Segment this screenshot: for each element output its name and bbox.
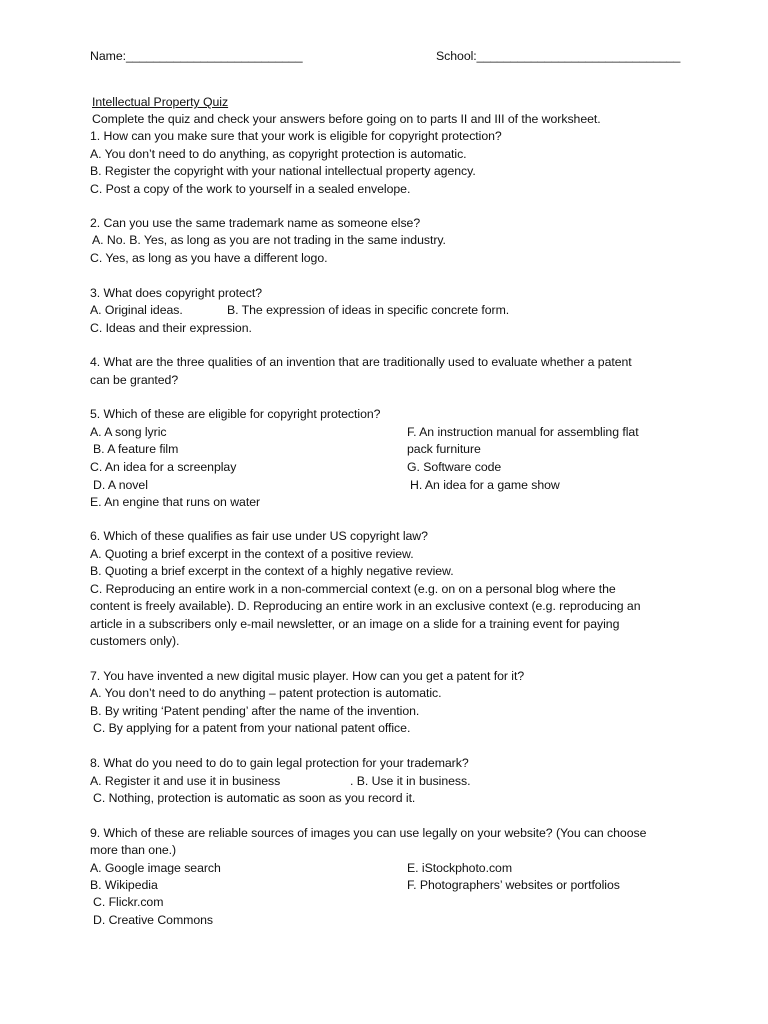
- question-5-option-d: D. A novel: [93, 478, 148, 492]
- question-3-option-c: C. Ideas and their expression.: [90, 321, 252, 335]
- question-2-option-c: C. Yes, as long as you have a different logo.: [90, 251, 328, 265]
- question-3-option-b: B. The expression of ideas in specific concrete form.: [227, 303, 510, 317]
- question-7-option-b: B. By writing ‘Patent pending’ after the name of the invention.: [90, 704, 420, 718]
- question-2-options-a-b: A. No. B. Yes, as long as you are not trading in the same industry.: [92, 233, 446, 247]
- question-9-line-2: more than one.): [90, 843, 177, 857]
- question-1-option-b: B. Register the copyright with your national intellectual property agency.: [90, 164, 476, 178]
- question-1-option-a: A. You don’t need to do anything, as copyright protection is automatic.: [90, 147, 467, 161]
- question-5: 5. Which of these are eligible for copyright protection?: [90, 407, 381, 421]
- question-8-option-b: . B. Use it in business.: [350, 774, 471, 788]
- quiz-instructions: Complete the quiz and check your answers before going on to parts II and III of the worksheet.: [92, 112, 601, 126]
- question-9-option-c: C. Flickr.com: [93, 895, 164, 909]
- question-4-line-2: can be granted?: [90, 373, 179, 387]
- question-5-option-e: E. An engine that runs on water: [90, 495, 261, 509]
- question-6-options-c-d-line-3: article in a subscribers only e-mail newsletter, or an image on a slide for a training event for paying: [90, 617, 620, 631]
- quiz-title: Intellectual Property Quiz: [92, 95, 229, 109]
- question-2: 2. Can you use the same trademark name as someone else?: [90, 216, 421, 230]
- question-7-option-a: A. You don’t need to do anything – patent protection is automatic.: [90, 686, 442, 700]
- question-1-option-c: C. Post a copy of the work to yourself in a sealed envelope.: [90, 182, 411, 196]
- question-1: 1. How can you make sure that your work is eligible for copyright protection?: [90, 129, 502, 143]
- school-field: School:______________________________: [436, 49, 681, 63]
- question-9-option-a: A. Google image search: [90, 861, 221, 875]
- question-5-option-f-line-2: pack furniture: [407, 442, 481, 456]
- question-8-option-c: C. Nothing, protection is automatic as soon as you record it.: [93, 791, 416, 805]
- question-3: 3. What does copyright protect?: [90, 286, 263, 300]
- question-3-option-a: A. Original ideas.: [90, 303, 183, 317]
- question-9-option-e: E. iStockphoto.com: [407, 861, 513, 875]
- question-8: 8. What do you need to do to gain legal protection for your trademark?: [90, 756, 469, 770]
- question-5-option-a: A. A song lyric: [90, 425, 167, 439]
- question-6-option-a: A. Quoting a brief excerpt in the context of a positive review.: [90, 547, 414, 561]
- question-6-option-b: B. Quoting a brief excerpt in the context of a highly negative review.: [90, 564, 454, 578]
- question-6: 6. Which of these qualifies as fair use under US copyright law?: [90, 529, 428, 543]
- question-8-option-a: A. Register it and use it in business: [90, 774, 281, 788]
- name-field: Name:__________________________: [90, 49, 303, 63]
- question-4-line-1: 4. What are the three qualities of an invention that are traditionally used to evaluate whether a patent: [90, 355, 632, 369]
- question-7: 7. You have invented a new digital music player. How can you get a patent for it?: [90, 669, 525, 683]
- question-5-option-h: H. An idea for a game show: [410, 478, 560, 492]
- question-5-option-c: C. An idea for a screenplay: [90, 460, 237, 474]
- question-6-options-c-d-line-2: content is freely available). D. Reproducing an entire work in an exclusive context (e.g. reproducing an: [90, 599, 641, 613]
- question-9-option-b: B. Wikipedia: [90, 878, 158, 892]
- question-7-option-c: C. By applying for a patent from your national patent office.: [93, 721, 411, 735]
- question-5-option-f-line-1: F. An instruction manual for assembling flat: [407, 425, 639, 439]
- question-5-option-b: B. A feature film: [93, 442, 179, 456]
- question-5-option-g: G. Software code: [407, 460, 502, 474]
- question-6-options-c-d-line-4: customers only).: [90, 634, 180, 648]
- question-9-option-d: D. Creative Commons: [93, 913, 214, 927]
- question-9-option-f: F. Photographers’ websites or portfolios: [407, 878, 620, 892]
- question-6-options-c-d-line-1: C. Reproducing an entire work in a non-commercial context (e.g. on on a personal blog where the: [90, 582, 616, 596]
- question-9-line-1: 9. Which of these are reliable sources of images you can use legally on your website? (You can choose: [90, 826, 647, 840]
